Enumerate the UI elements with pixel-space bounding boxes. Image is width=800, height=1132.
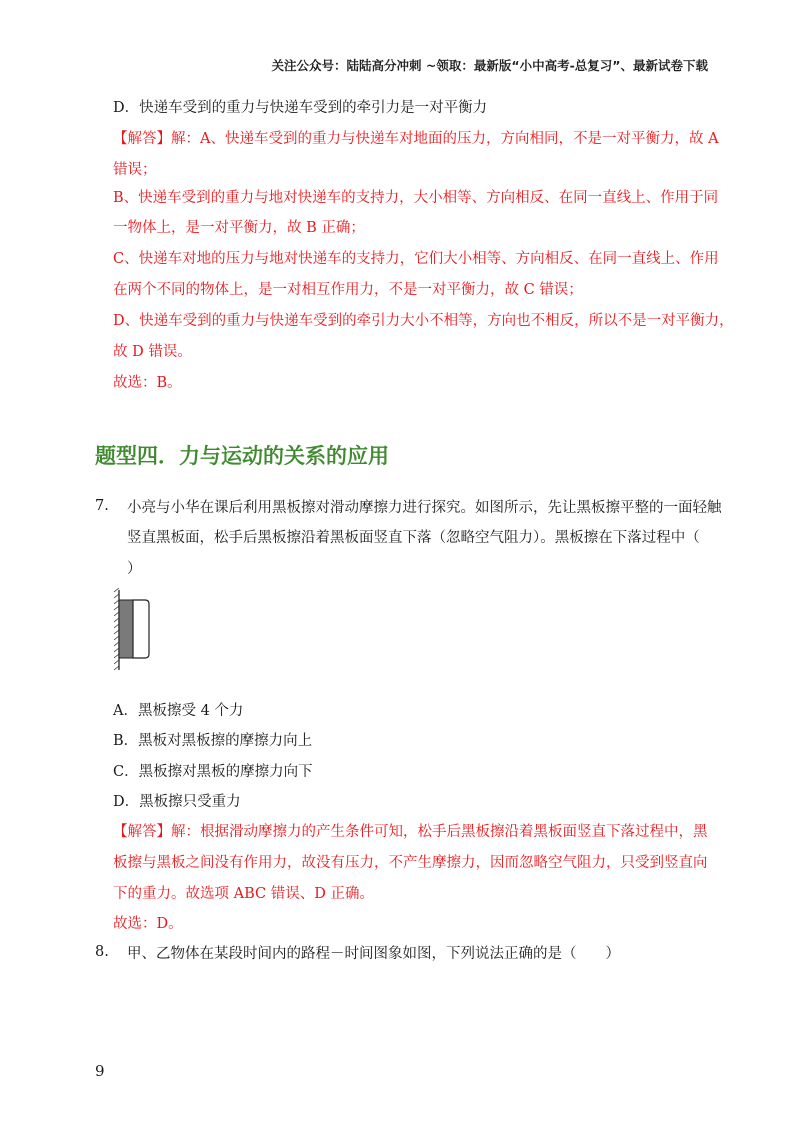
q7-option-b: B．黑板对黑板擦的摩擦力向上 xyxy=(113,733,313,749)
q8-number: 8. xyxy=(95,944,109,960)
q6-answer-line6: 在两个不同的物体上，是一对相互作用力，不是一对平衡力，故 C 错误； xyxy=(113,282,583,298)
page-number: 9 xyxy=(95,1062,105,1080)
q6-option-d: D．快递车受到的重力与快递车受到的牵引力是一对平衡力 xyxy=(113,100,488,116)
answer-tag: 【解答】 xyxy=(113,131,171,147)
q7-answer-line2: 板擦与黑板之间没有作用力，故没有压力，不产生摩擦力，因而忽略空气阻力，只受到竖直向 xyxy=(113,855,708,871)
q7-answer-line1: 【解答】解：根据滑动摩擦力的产生条件可知，松手后黑板擦沿着黑板面竖直下落过程中，黑 xyxy=(113,824,708,840)
q6-answer-line3: B、快递车受到的重力与地对快递车的支持力，大小相等、方向相反、在同一直线上、作用于同 xyxy=(113,190,719,206)
q7-option-d: D．黑板擦只受重力 xyxy=(113,794,241,810)
q6-answer-line7: D、快递车受到的重力与快递车受到的牵引力大小不相等，方向也不相反，所以不是一对平衡力， xyxy=(113,313,734,329)
q7-answer-choice: 故选：D。 xyxy=(113,916,183,932)
page-header: 关注公众号：陆陆高分冲刺 ~领取：最新版“小中高考-总复习”、最新试卷下载 xyxy=(271,58,708,73)
q7-answer-line3: 下的重力。故选项 ABC 错误、D 正确。 xyxy=(113,886,374,902)
answer-tag: 【解答】 xyxy=(113,824,171,840)
q6-answer-line1: 【解答】解：A、快递车受到的重力与快递车对地面的压力，方向相同，不是一对平衡力，故 A xyxy=(113,131,719,147)
q6-answer-line4: 一物体上，是一对平衡力，故 B 正确； xyxy=(113,220,365,236)
eraser-figure xyxy=(114,588,158,672)
q7-number: 7. xyxy=(95,498,109,514)
q7-stem-line2: 竖直黑板面，松手后黑板擦沿着黑板面竖直下落（忽略空气阻力）。黑板擦在下落过程中（ xyxy=(127,530,700,546)
q6-answer-choice: 故选：B。 xyxy=(113,375,182,391)
q6-answer-line2: 错误； xyxy=(113,162,157,178)
q6-answer-line5: C、快递车对地的压力与地对快递车的支持力，它们大小相等、方向相反、在同一直线上、作用 xyxy=(113,251,719,267)
section-heading: 题型四．力与运动的关系的应用 xyxy=(95,444,389,468)
eraser-felt xyxy=(119,600,133,658)
q7-stem-line1: 小亮与小华在课后利用黑板擦对滑动摩擦力进行探究。如图所示，先让黑板擦平整的一面轻触 xyxy=(127,500,722,516)
q7-option-c: C．黑板擦对黑板的摩擦力向下 xyxy=(113,764,313,780)
q8-stem: 甲、乙物体在某段时间内的路程－时间图象如图，下列说法正确的是（ ） xyxy=(127,946,620,962)
eraser-body xyxy=(133,600,149,658)
q7-option-a: A．黑板擦受 4 个力 xyxy=(113,703,244,719)
q7-stem-line3: ） xyxy=(127,561,142,577)
q6-answer-line8: 故 D 错误。 xyxy=(113,344,192,360)
wall-hatching xyxy=(114,588,119,670)
